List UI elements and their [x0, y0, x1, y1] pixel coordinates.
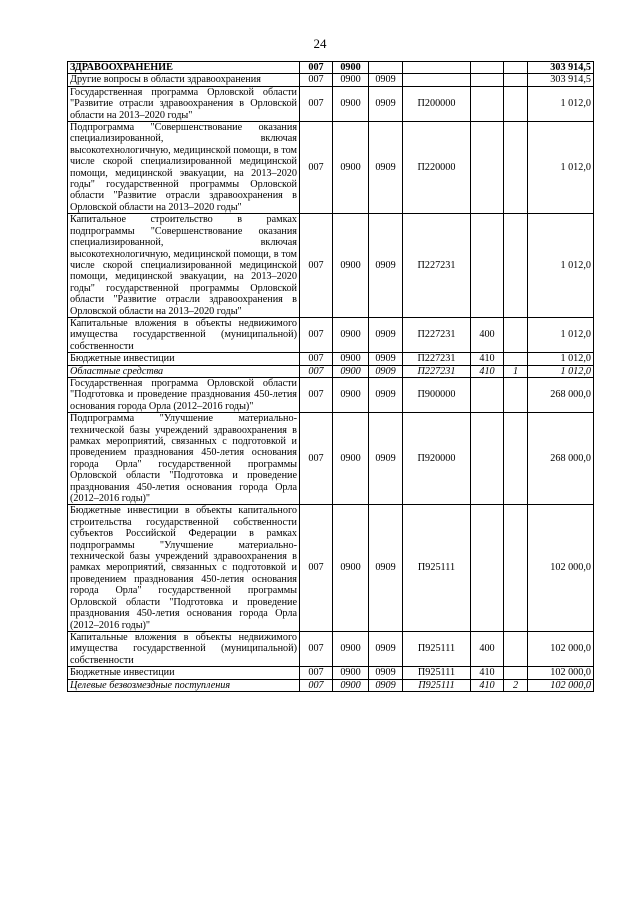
row-sum: 1 012,0 [528, 214, 594, 318]
table-row [68, 505, 594, 631]
row-ved: 007 [300, 122, 333, 214]
row-pr: 0909 [369, 353, 403, 365]
row-ku [504, 122, 528, 214]
row-sum: 1 012,0 [528, 317, 594, 352]
row-sum: 1 012,0 [528, 86, 594, 121]
row-rz: 0900 [333, 122, 369, 214]
row-ku: 2 [504, 679, 528, 691]
row-csr: П925111 [403, 631, 471, 666]
row-rz: 0900 [333, 679, 369, 691]
row-vr [471, 62, 504, 74]
row-csr: П220000 [403, 122, 471, 214]
row-csr: П925111 [403, 667, 471, 679]
row-name: Целевые безвозмездные поступления [68, 679, 300, 691]
row-vr: 400 [471, 631, 504, 666]
row-pr: 0909 [369, 86, 403, 121]
row-rz: 0900 [333, 74, 369, 86]
row-name: Подпрограмма "Улучшение материально-технической базы учреждений здравоохранения в рамках мероприятий, связанных с подготовкой и проведением празднования 450-летия основания города Орла" государственной программы Орловской области "Подготовка и проведение празднования 450-летия основания города Орла (2012–2016 годы)" [68, 413, 300, 505]
row-csr: П227231 [403, 353, 471, 365]
row-vr [471, 86, 504, 121]
row-ku [504, 62, 528, 74]
row-vr: 410 [471, 365, 504, 377]
table-row [68, 377, 594, 412]
row-pr: 0909 [369, 679, 403, 691]
row-sum: 303 914,5 [528, 74, 594, 86]
row-csr: П200000 [403, 86, 471, 121]
row-csr: П900000 [403, 377, 471, 412]
row-name: Областные средства [68, 365, 300, 377]
table-row [68, 413, 594, 505]
row-sum: 102 000,0 [528, 679, 594, 691]
row-sum: 102 000,0 [528, 631, 594, 666]
row-ku [504, 74, 528, 86]
row-vr: 410 [471, 679, 504, 691]
row-csr: П227231 [403, 365, 471, 377]
row-name: Бюджетные инвестиции в объекты капитального строительства государственной собственности субъектов Российской Федерации в рамках подпрограммы "Улучшение материально-технической базы учреждений здравоохранения в рамках мероприятий, связанных с подготовкой и проведением празднования 450-летия основания города Орла" государственной программы Орловской области "Подготовка и проведение празднования 450-летия основания города Орла (2012–2016 годы)" [68, 505, 300, 631]
row-ku [504, 317, 528, 352]
row-ku [504, 214, 528, 318]
row-ved: 007 [300, 214, 333, 318]
row-vr [471, 122, 504, 214]
table-row [68, 667, 594, 679]
row-ved: 007 [300, 377, 333, 412]
page-number: 24 [313, 36, 327, 51]
row-vr: 410 [471, 353, 504, 365]
row-pr: 0909 [369, 365, 403, 377]
row-name: Государственная программа Орловской области "Развитие отрасли здравоохранения в Орловской области на 2013–2020 годы" [68, 86, 300, 121]
row-name: Капитальные вложения в объекты недвижимого имущества государственной (муниципальной) собственности [68, 631, 300, 666]
table-row [68, 86, 594, 121]
row-ku [504, 353, 528, 365]
row-name: Капитальное строительство в рамках подпрограммы "Совершенствование оказания специализированной, включая высокотехнологичную, медицинской помощи, в том числе скорой специализированной медицинской помощи, медицинской эвакуации, на 2013–2020 годы" государственной программы Орловской области "Развитие отрасли здравоохранения в Орловской области на 2013–2020 годы" [68, 214, 300, 318]
row-sum: 268 000,0 [528, 377, 594, 412]
row-rz: 0900 [333, 667, 369, 679]
row-ved: 007 [300, 86, 333, 121]
row-rz: 0900 [333, 377, 369, 412]
table-row [68, 214, 594, 318]
row-csr [403, 62, 471, 74]
row-pr: 0909 [369, 631, 403, 666]
row-name: Подпрограмма "Совершенствование оказания специализированной, включая высокотехнологичную, медицинской помощи, в том числе скорой специализированной медицинской помощи, медицинской эвакуации, на 2013–2020 годы" государственной программы Орловской области "Развитие отрасли здравоохранения в Орловской области на 2013–2020 годы" [68, 122, 300, 214]
table-row [68, 62, 594, 74]
row-name: Государственная программа Орловской области "Подготовка и проведение празднования 450-летия основания города Орла (2012–2016 годы)" [68, 377, 300, 412]
row-ved: 007 [300, 365, 333, 377]
row-sum: 102 000,0 [528, 505, 594, 631]
row-rz: 0900 [333, 365, 369, 377]
row-vr [471, 377, 504, 412]
row-ved: 007 [300, 631, 333, 666]
row-sum: 1 012,0 [528, 365, 594, 377]
row-pr: 0909 [369, 214, 403, 318]
row-pr: 0909 [369, 377, 403, 412]
row-ved: 007 [300, 62, 333, 74]
row-ku [504, 377, 528, 412]
row-ved: 007 [300, 317, 333, 352]
row-csr: П227231 [403, 317, 471, 352]
row-rz: 0900 [333, 317, 369, 352]
budget-table-body [68, 62, 594, 692]
table-row [68, 317, 594, 352]
row-ved: 007 [300, 679, 333, 691]
row-ved: 007 [300, 505, 333, 631]
row-name: ЗДРАВООХРАНЕНИЕ [68, 62, 300, 74]
row-pr: 0909 [369, 122, 403, 214]
row-name: Другие вопросы в области здравоохранения [68, 74, 300, 86]
row-ved: 007 [300, 74, 333, 86]
row-vr: 410 [471, 667, 504, 679]
row-pr: 0909 [369, 317, 403, 352]
row-sum: 268 000,0 [528, 413, 594, 505]
row-pr: 0909 [369, 667, 403, 679]
row-ku [504, 667, 528, 679]
row-csr: П925111 [403, 505, 471, 631]
row-rz: 0900 [333, 86, 369, 121]
row-rz: 0900 [333, 413, 369, 505]
budget-table [67, 61, 594, 692]
row-csr: П920000 [403, 413, 471, 505]
row-rz: 0900 [333, 62, 369, 74]
row-rz: 0900 [333, 214, 369, 318]
row-pr: 0909 [369, 505, 403, 631]
table-row [68, 353, 594, 365]
row-ved: 007 [300, 413, 333, 505]
table-row [68, 365, 594, 377]
table-row [68, 631, 594, 666]
row-rz: 0900 [333, 353, 369, 365]
table-row [68, 122, 594, 214]
row-vr [471, 505, 504, 631]
row-vr [471, 214, 504, 318]
row-ku: 1 [504, 365, 528, 377]
row-sum: 1 012,0 [528, 353, 594, 365]
row-pr [369, 62, 403, 74]
table-row [68, 74, 594, 86]
row-ved: 007 [300, 667, 333, 679]
row-name: Бюджетные инвестиции [68, 353, 300, 365]
row-ved: 007 [300, 353, 333, 365]
row-pr: 0909 [369, 74, 403, 86]
row-sum: 303 914,5 [528, 62, 594, 74]
row-sum: 1 012,0 [528, 122, 594, 214]
row-ku [504, 86, 528, 121]
row-rz: 0900 [333, 505, 369, 631]
row-csr [403, 74, 471, 86]
row-csr: П925111 [403, 679, 471, 691]
row-csr: П227231 [403, 214, 471, 318]
row-sum: 102 000,0 [528, 667, 594, 679]
row-ku [504, 505, 528, 631]
row-vr: 400 [471, 317, 504, 352]
row-rz: 0900 [333, 631, 369, 666]
row-name: Бюджетные инвестиции [68, 667, 300, 679]
table-row [68, 679, 594, 691]
row-vr [471, 74, 504, 86]
row-pr: 0909 [369, 413, 403, 505]
row-name: Капитальные вложения в объекты недвижимого имущества государственной (муниципальной) собственности [68, 317, 300, 352]
row-vr [471, 413, 504, 505]
row-ku [504, 631, 528, 666]
row-ku [504, 413, 528, 505]
